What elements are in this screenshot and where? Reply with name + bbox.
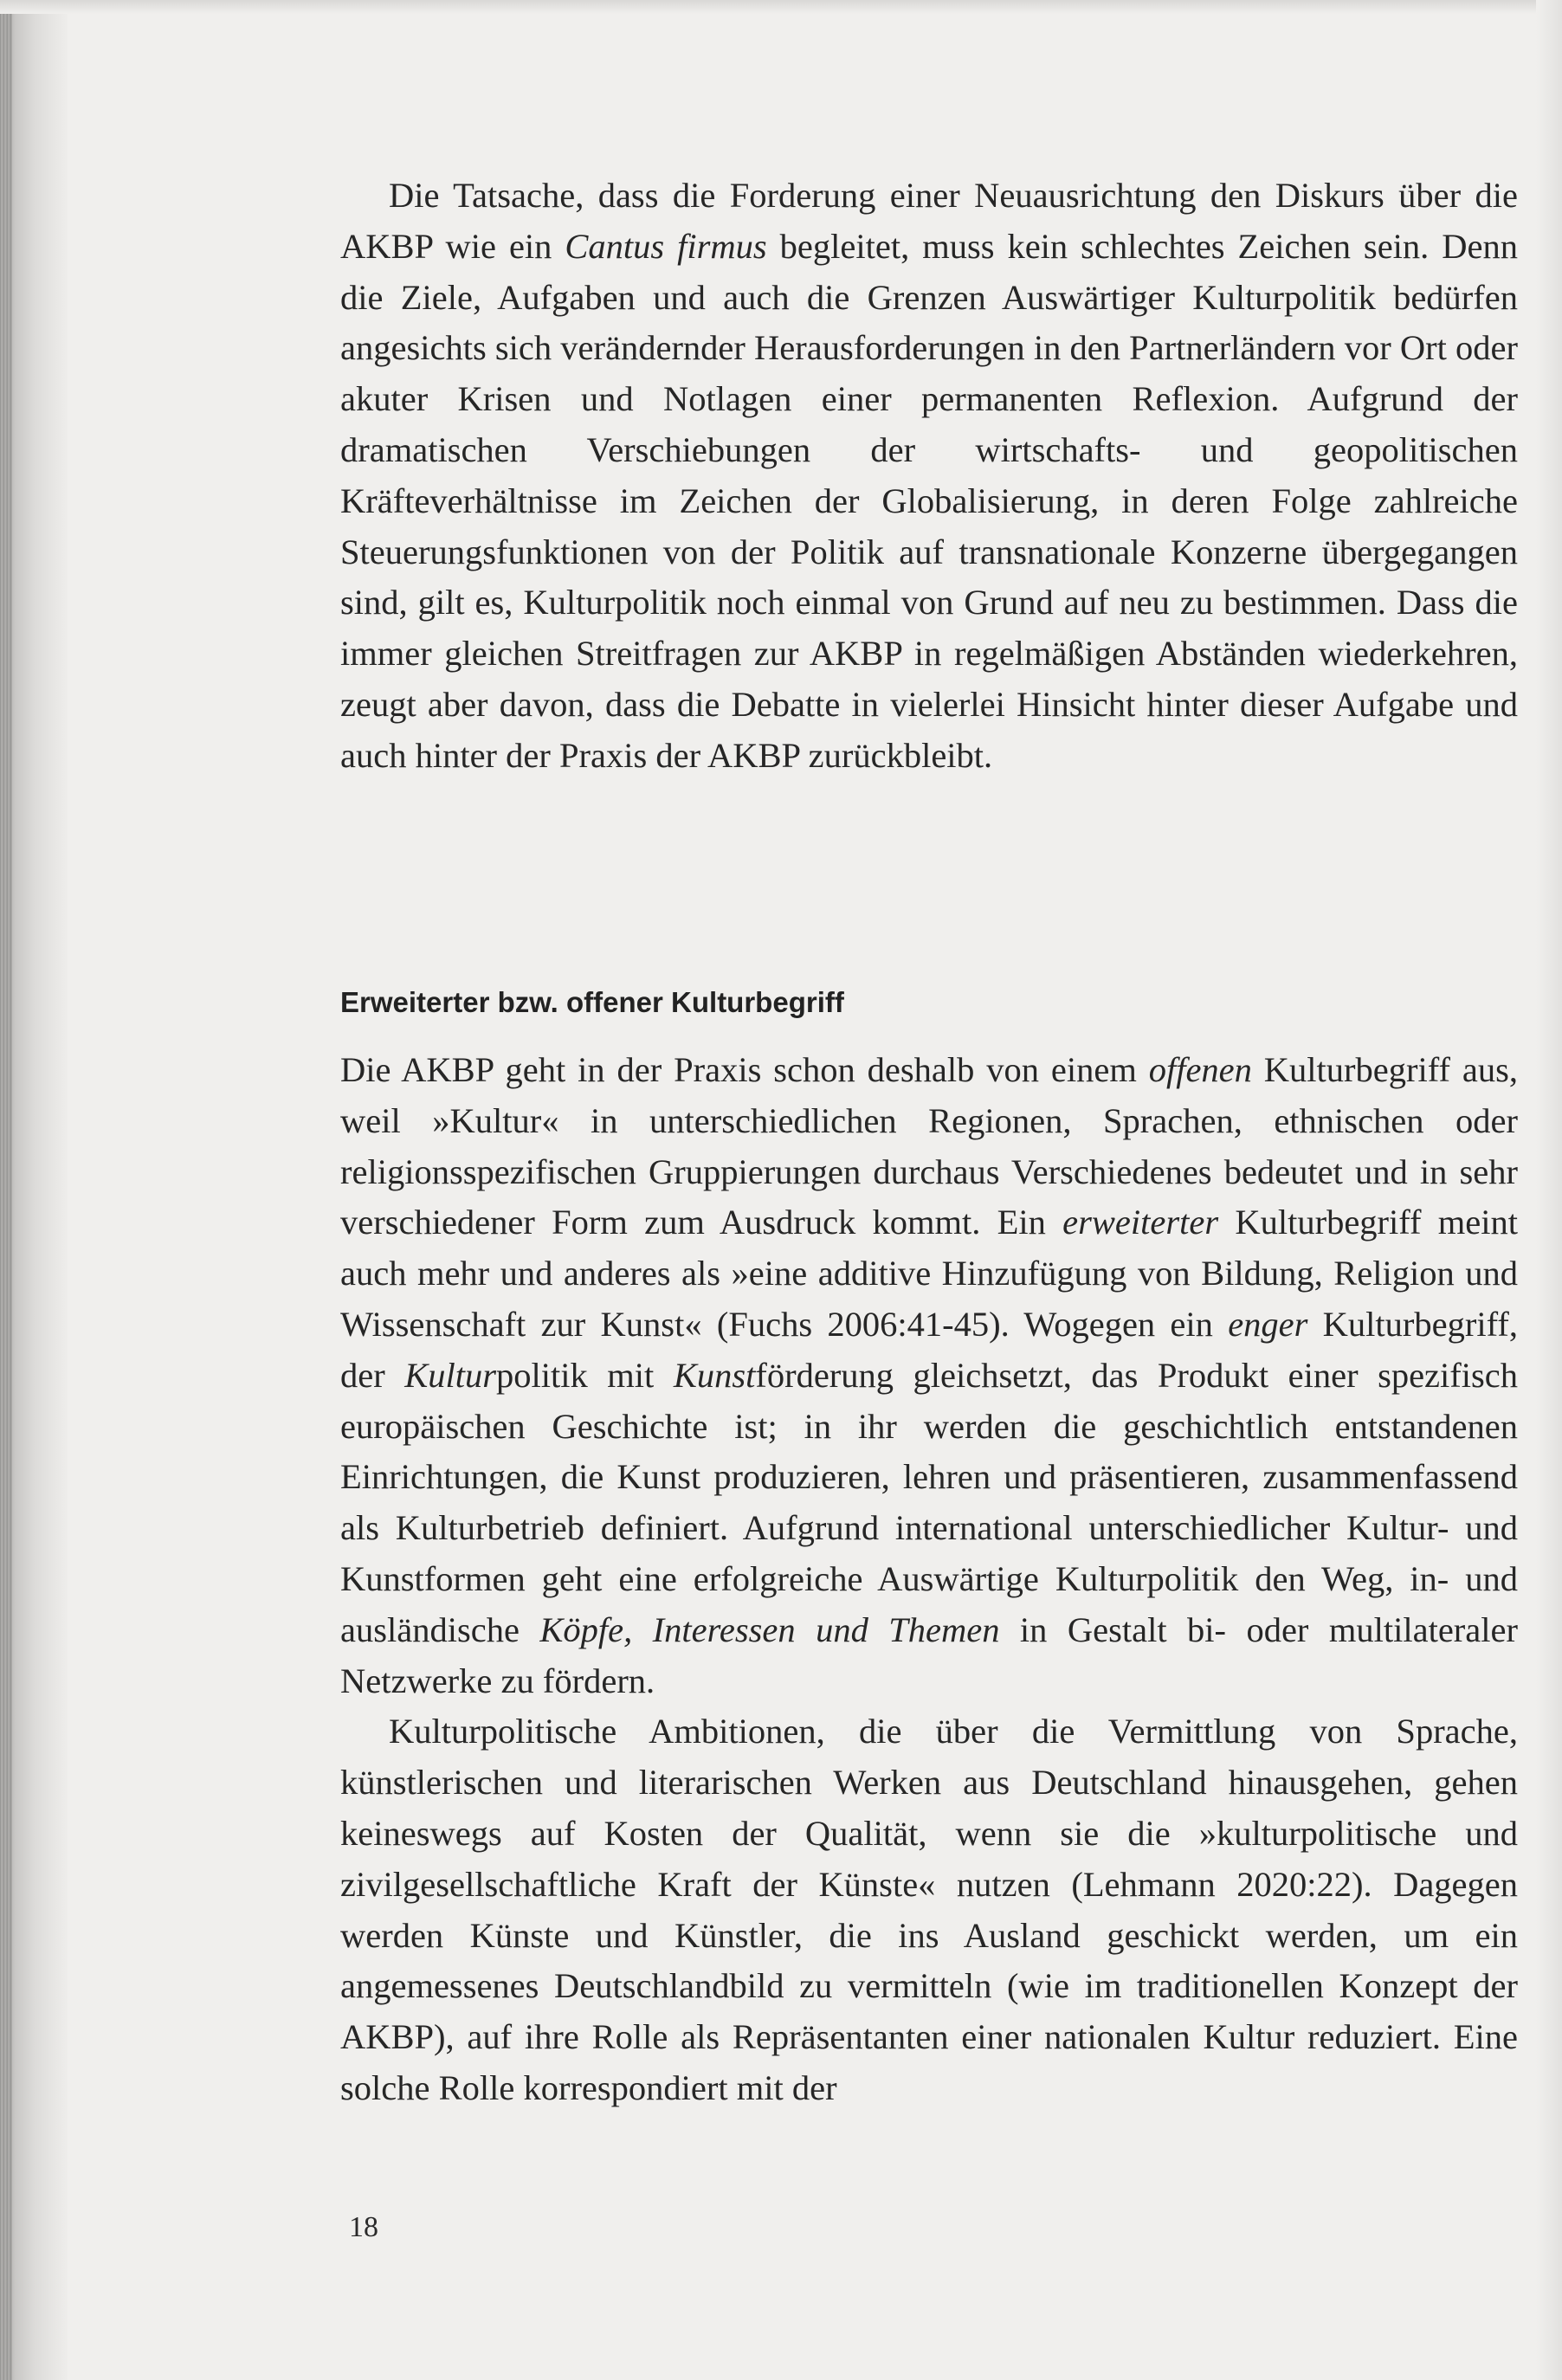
paragraph-1-italic-cantus-firmus: Cantus firmus <box>565 226 767 266</box>
p2-s7: Kulturbegriff, der <box>340 1304 1518 1395</box>
p2-italic-erweiterter: erweiterter <box>1062 1203 1219 1242</box>
body-text-section <box>340 1045 1518 2114</box>
page-stack-stripe <box>0 0 12 2380</box>
p2-s5: Kulturbegriff meint auch mehr und anderes als »eine additive Hinzufügung von Bildung, Religion und Wissenschaft zur Kunst« (Fuchs 2006:41-45). Wogegen ein <box>340 1203 1518 1344</box>
p2-italic-kunst: Kunst <box>673 1355 756 1395</box>
paragraph-1 <box>340 171 1518 782</box>
paragraph-1-part-a: Die Tatsache, dass die Forderung einer Neuausrichtung den Diskurs über die AKBP wie ein <box>340 176 1518 266</box>
paragraph-1-part-c: begleitet, muss kein schlechtes Zeichen sein. Denn die Ziele, Aufgaben und auch die Grenzen Auswärtiger Kulturpolitik bedürfen angesichts sich verändernder Herausforderungen in den Partnerländern vor Ort oder akuter Krisen und Notlagen einer permanenten Reflexion. Aufgrund der dramatischen Verschiebungen der wirtschafts- und geopolitischen Kräfteverhältnisse im Zeichen der Globalisierung, in deren Folge zahlreiche Steuerungsfunktionen von der Politik auf transnationale Konzerne übergegangen sind, gilt es, Kulturpolitik noch einmal von Grund auf neu zu bestimmen. Dass die immer gleichen Streitfragen zur AKBP in regelmäßigen Abständen wiederkehren, zeugt aber davon, dass die Debatte in vielerlei Hinsicht hinter dieser Aufgabe und auch hinter der Praxis der AKBP zurückbleibt. <box>340 226 1518 775</box>
p2-s9: politik mit <box>496 1355 674 1395</box>
section-heading: Erweiterter bzw. offener Kulturbegriff <box>340 986 844 1018</box>
p2-s13: in Gestalt bi- oder multilateraler Netzwerke zu fördern. <box>340 1609 1518 1700</box>
paragraph-3: Kulturpolitische Ambitionen, die über die Vermittlung von Sprache, künstlerischen und literarischen Werken aus Deutschland hinausgehen, gehen keineswegs auf Kosten der Qualität, wenn sie die »kulturpolitische und zivilgesellschaftliche Kraft der Künste« nutzen (Lehmann 2020:22). Dagegen werden Künste und Künstler, die ins Ausland geschickt werden, um ein angemessenes Deutschlandbild zu vermitteln (wie im traditionellen Konzept der AKBP), auf ihre Rolle als Repräsentanten einer nationalen Kultur reduziert. Eine solche Rolle korrespondiert mit der <box>340 1712 1518 2107</box>
p2-italic-kultur: Kultur <box>404 1355 497 1395</box>
p2-s11: förderung gleichsetzt, das Produkt einer spezifisch europäischen Geschichte ist; in ihr werden die geschichtlich entstandenen Einrichtungen, die Kunst produzieren, lehren und präsentieren, zusammenfassend als Kulturbetrieb definiert. Aufgrund international unterschiedlicher Kultur- und Kunstformen geht eine erfolgreiche Auswärtige Kulturpolitik den Weg, in- und ausländische <box>340 1355 1519 1649</box>
page-edge-right <box>1536 0 1562 2380</box>
paragraph-2 <box>340 1045 1518 1706</box>
p2-italic-offenen: offenen <box>1148 1050 1252 1089</box>
p2-italic-koepfe: Köpfe, Interessen und Themen <box>539 1609 1000 1649</box>
p2-italic-enger: enger <box>1228 1304 1308 1344</box>
p2-s1: Die AKBP geht in der Praxis schon deshalb von einem <box>340 1050 1149 1089</box>
p2-s3: Kulturbegriff aus, weil »Kultur« in unterschiedlichen Regionen, Sprachen, ethnischen oder religionsspezifischen Gruppierungen durchaus Verschiedenes bedeutet und in sehr verschiedener Form zum Ausdruck kommt. Ein <box>340 1050 1518 1242</box>
page-edge-left <box>0 0 68 2380</box>
body-text-top <box>340 171 1518 782</box>
page-edge-top <box>0 0 1562 14</box>
page-number: 18 <box>349 2211 378 2243</box>
